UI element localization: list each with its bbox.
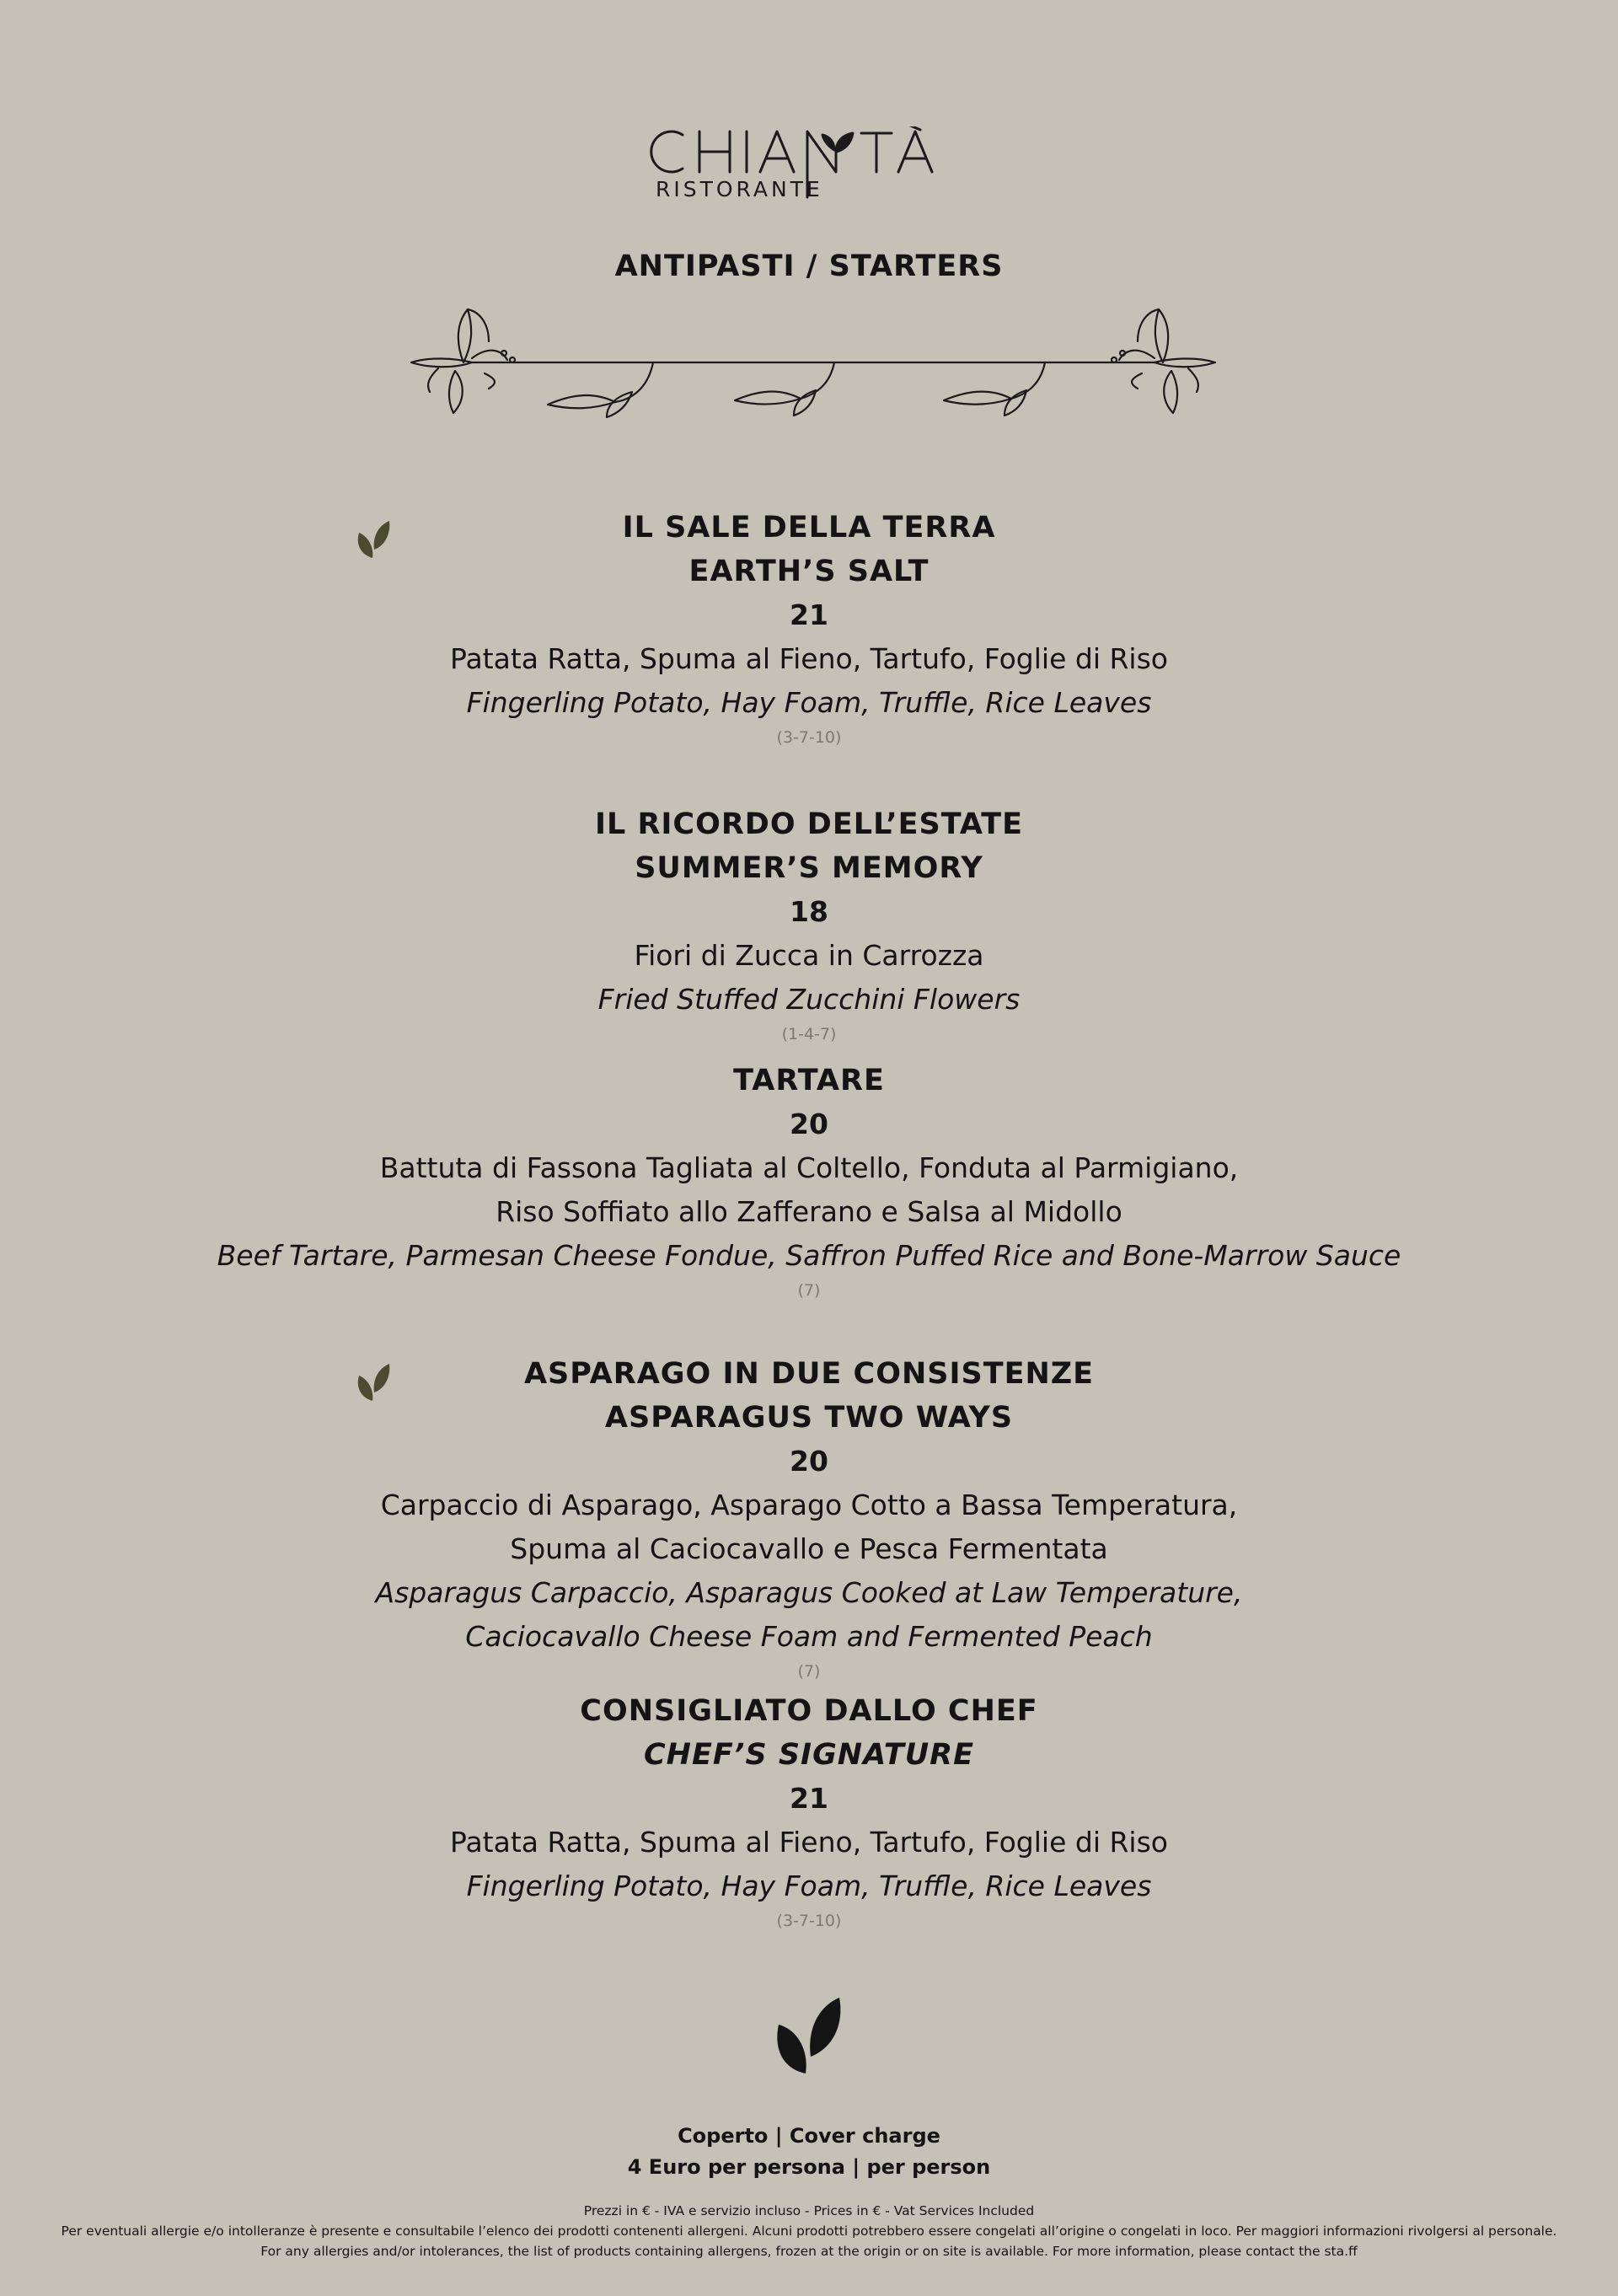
item-desc-en: Asparagus Carpaccio, Asparagus Cooked at Law Temperature, bbox=[375, 1576, 1243, 1609]
item-name-en: ASPARAGUS TWO WAYS bbox=[604, 1401, 1014, 1435]
cover-charge-price: 4 Euro per persona | per person bbox=[627, 2155, 991, 2179]
legal-prices: Prezzi in € - IVA e servizio incluso - Prices in € - Vat Services Included bbox=[583, 2203, 1035, 2218]
item-price: 18 bbox=[790, 895, 828, 928]
item-desc-en: Caciocavallo Cheese Foam and Fermented Peach bbox=[465, 1620, 1153, 1653]
item-allergens: (1-4-7) bbox=[781, 1025, 837, 1043]
item-desc-en: Beef Tartare, Parmesan Cheese Fondue, Saffron Puffed Rice and Bone-Marrow Sauce bbox=[217, 1239, 1401, 1272]
item-name-it: ASPARAGO IN DUE CONSISTENZE bbox=[523, 1357, 1095, 1391]
item-price: 20 bbox=[790, 1445, 828, 1478]
item-price: 20 bbox=[790, 1108, 828, 1140]
item-desc-en: Fingerling Potato, Hay Foam, Truffle, Rice Leaves bbox=[466, 686, 1152, 719]
item-desc-it: Patata Ratta, Spuma al Fieno, Tartufo, Foglie di Riso bbox=[450, 642, 1168, 675]
section-title: ANTIPASTI / STARTERS bbox=[614, 249, 1004, 283]
item-allergens: (7) bbox=[797, 1662, 821, 1681]
cover-charge-title: Coperto | Cover charge bbox=[678, 2124, 940, 2148]
item-name-it: CONSIGLIATO DALLO CHEF bbox=[580, 1694, 1038, 1728]
legal-allergies-it: Per eventuali allergie e/o intolleranze è presente e consultabile l’elenco dei prodotti contenenti allergeni. Alcuni prodotti potrebbero essere congelati all’origine o congelati in loco. Per maggiori informazioni rivolgersi al personale. bbox=[61, 2224, 1557, 2239]
item-name-it: TARTARE bbox=[733, 1064, 885, 1097]
item-desc-it: Battuta di Fassona Tagliata al Coltello, Fonduta al Parmigiano, bbox=[379, 1151, 1239, 1184]
item-allergens: (3-7-10) bbox=[776, 1912, 842, 1930]
restaurant-logo bbox=[649, 126, 969, 211]
item-price: 21 bbox=[790, 598, 828, 631]
item-desc-en: Fingerling Potato, Hay Foam, Truffle, Rice Leaves bbox=[466, 1870, 1152, 1902]
item-price: 21 bbox=[790, 1782, 828, 1815]
item-desc-en: Fried Stuffed Zucchini Flowers bbox=[597, 983, 1021, 1016]
item-allergens: (3-7-10) bbox=[776, 728, 842, 747]
legal-allergies-en: For any allergies and/or intolerances, the list of products containing allergens, frozen at the origin or on site is available. For more information, please contact the sta.ff bbox=[260, 2244, 1358, 2259]
leaf-branch-divider-icon bbox=[404, 299, 1222, 434]
logo-subtitle: RISTORANTE bbox=[656, 177, 823, 201]
item-desc-it: Riso Soffiato allo Zafferano e Salsa al Midollo bbox=[496, 1195, 1122, 1228]
item-allergens: (7) bbox=[797, 1281, 821, 1300]
menu-item-il-ricordo-dell-estate bbox=[0, 802, 1618, 1047]
item-desc-it: Patata Ratta, Spuma al Fieno, Tartufo, Foglie di Riso bbox=[450, 1826, 1168, 1859]
menu-item-il-sale-della-terra bbox=[0, 506, 1618, 750]
menu-item-tartare bbox=[0, 1059, 1618, 1303]
item-name-en: CHEF’S SIGNATURE bbox=[643, 1738, 974, 1772]
item-desc-it: Spuma al Caciocavallo e Pesca Fermentata bbox=[510, 1532, 1108, 1565]
item-name-it: IL RICORDO DELL’ESTATE bbox=[594, 807, 1024, 841]
menu-item-consigliato-dallo-chef bbox=[0, 1689, 1618, 1934]
item-name-it: IL SALE DELLA TERRA bbox=[622, 511, 996, 544]
item-name-en: SUMMER’S MEMORY bbox=[635, 851, 983, 885]
item-desc-it: Carpaccio di Asparago, Asparago Cotto a Bassa Temperatura, bbox=[380, 1489, 1238, 1521]
item-name-en: EARTH’S SALT bbox=[688, 555, 930, 588]
menu-item-asparago bbox=[0, 1352, 1618, 1684]
item-desc-it: Fiori di Zucca in Carrozza bbox=[634, 939, 984, 972]
vegetarian-legend-icon bbox=[772, 1991, 843, 2075]
